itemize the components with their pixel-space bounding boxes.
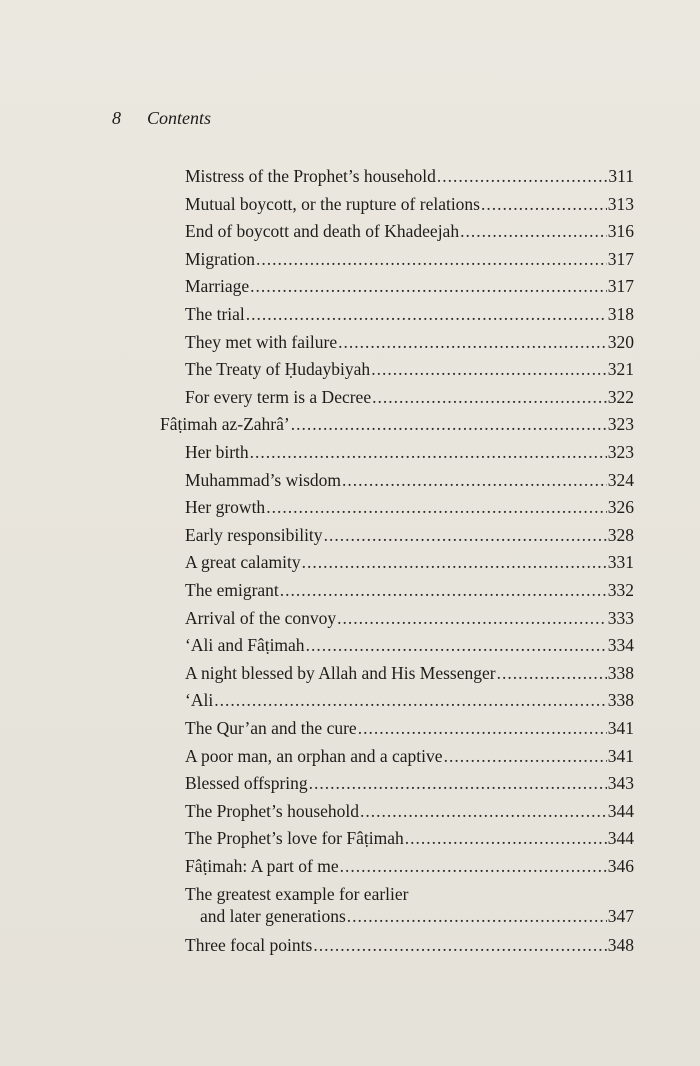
toc-entry-line	[185, 608, 634, 629]
toc-entry	[0, 304, 700, 332]
dot-leader	[497, 663, 607, 684]
toc-entry	[0, 442, 700, 470]
dot-leader	[309, 773, 607, 794]
toc-entry-page: 313	[607, 193, 634, 214]
toc-entry-line	[185, 690, 634, 711]
toc-entry-line	[185, 935, 634, 956]
dot-leader	[360, 801, 607, 822]
toc-entry-line	[185, 166, 634, 187]
toc-entry-page: 333	[607, 607, 634, 628]
toc-entry	[0, 580, 700, 608]
dot-leader	[444, 746, 607, 767]
toc-entry-page: 320	[607, 331, 634, 352]
dot-leader	[250, 442, 607, 463]
toc-entry-page: 321	[607, 359, 634, 380]
toc-entry-continuation-line	[200, 906, 634, 927]
dot-leader	[324, 525, 607, 546]
toc-entry-line	[185, 276, 634, 297]
toc-entry-line	[185, 249, 634, 270]
toc-entry-title: ‘Ali and Fâṭimah	[185, 635, 305, 656]
dot-leader	[306, 635, 607, 656]
toc-entry	[0, 856, 700, 884]
dot-leader	[280, 580, 607, 601]
running-header	[112, 108, 211, 129]
dot-leader	[214, 690, 607, 711]
toc-entry	[0, 166, 700, 194]
toc-entry	[0, 935, 700, 963]
toc-entry-page: 322	[607, 386, 634, 407]
toc-entry	[0, 690, 700, 718]
toc-entry	[0, 194, 700, 222]
toc-entry-page: 328	[607, 524, 634, 545]
dot-leader	[371, 359, 607, 380]
toc-entry-line	[185, 856, 634, 877]
toc-entry-page: 316	[607, 221, 634, 242]
toc-entry-title: The Prophet’s love for Fâṭimah	[185, 828, 404, 849]
toc-entry-page: 323	[607, 442, 634, 462]
toc-entry-line	[185, 221, 634, 242]
toc-entry	[0, 221, 700, 249]
toc-entry-page: 326	[607, 497, 634, 518]
toc-entry	[0, 801, 700, 829]
dot-leader	[342, 470, 607, 491]
dot-leader	[302, 552, 607, 573]
dot-leader	[347, 906, 607, 927]
toc-entry-title: Three focal points	[185, 935, 313, 956]
dot-leader	[313, 935, 606, 956]
toc-entry-title: Marriage	[185, 276, 250, 297]
toc-entry-title: The Treaty of Ḥudaybiyah	[185, 359, 371, 380]
dot-leader	[256, 249, 607, 270]
toc-entry-page: 332	[607, 580, 634, 600]
dot-leader	[405, 828, 607, 849]
toc-entry	[0, 718, 700, 746]
toc-entry-line	[185, 470, 634, 491]
dot-leader	[481, 194, 607, 215]
toc-entry-page: 347	[607, 905, 634, 926]
toc-entry-title: Migration	[185, 248, 255, 269]
toc-entry-title: Fâṭimah: A part of me	[185, 856, 339, 876]
toc-entry-title: A night blessed by Allah and His Messenger	[185, 662, 496, 683]
toc-entry-page: 324	[607, 469, 634, 490]
toc-entry-line	[185, 497, 634, 518]
dot-leader	[291, 414, 607, 435]
toc-entry	[0, 635, 700, 663]
toc-entry-title: Early responsibility	[185, 524, 323, 545]
toc-entry	[0, 359, 700, 387]
toc-entry	[0, 663, 700, 691]
dot-leader	[437, 166, 608, 187]
toc-entry-page: 344	[607, 828, 634, 849]
toc-entry	[0, 608, 700, 636]
dot-leader	[338, 332, 607, 353]
toc-entry-title: Mutual boycott, or the rupture of relations	[185, 193, 480, 214]
toc-entry-title: Her birth	[185, 442, 249, 462]
toc-entry-page: 348	[607, 935, 634, 956]
toc-entry	[0, 746, 700, 774]
toc-entry-page: 331	[607, 552, 634, 573]
toc-entry	[0, 414, 700, 442]
dot-leader	[250, 276, 607, 297]
toc-entry-title: The greatest example for earlier	[185, 883, 409, 904]
toc-entry-line	[185, 304, 634, 325]
toc-entry-page: 334	[607, 635, 634, 656]
page-number: 8	[112, 108, 121, 128]
toc-entry-line	[160, 414, 634, 435]
toc-entry-title: The Prophet’s household	[185, 800, 360, 821]
toc-entry-line	[185, 359, 634, 380]
toc-entry	[0, 828, 700, 856]
toc-entry-line	[185, 801, 634, 822]
toc-entry-page: 338	[607, 662, 634, 683]
toc-entry-line	[185, 387, 634, 408]
toc-entry-title: End of boycott and death of Khadeejah	[185, 221, 460, 242]
toc-entry-line	[185, 828, 634, 849]
toc-entry-page: 344	[607, 800, 634, 821]
toc-entry-line	[185, 746, 634, 767]
toc-entry-page: 343	[607, 773, 634, 794]
toc-entry-title: A great calamity	[185, 552, 301, 573]
toc-entry-line	[185, 718, 634, 739]
toc-entry-line	[185, 635, 634, 656]
running-head-label: Contents	[147, 108, 212, 128]
dot-leader	[460, 221, 607, 242]
toc-entry-page: 341	[607, 745, 634, 766]
toc-entry	[0, 497, 700, 525]
toc-entry	[0, 387, 700, 415]
dot-leader	[337, 608, 607, 629]
toc-entry-page: 318	[607, 304, 634, 324]
dot-leader	[246, 304, 607, 325]
toc-entry-line	[185, 663, 634, 684]
toc-entry-title: A poor man, an orphan and a captive	[185, 745, 443, 766]
toc-entry-title: Arrival of the convoy	[185, 607, 337, 628]
toc-entry-page: 338	[607, 690, 634, 711]
toc-entry-title: The trial	[185, 304, 245, 324]
toc-entry-line	[185, 332, 634, 353]
toc-entry-page: 323	[607, 414, 634, 435]
toc-entry-title: Mistress of the Prophet’s household	[185, 166, 436, 186]
toc-entry	[0, 883, 700, 926]
toc-entry-page: 341	[607, 718, 634, 738]
toc-entry	[0, 552, 700, 580]
toc-entry-title: The emigrant	[185, 580, 279, 600]
toc-entry-continuation: and later generations	[200, 905, 346, 926]
toc-entry	[0, 276, 700, 304]
toc-entry-title: Muhammad’s wisdom	[185, 469, 342, 490]
toc-entry-title: Blessed offspring	[185, 773, 308, 794]
toc-entry	[0, 525, 700, 553]
toc-entry-title: They met with failure	[185, 331, 338, 352]
toc-entry-page: 317	[607, 248, 634, 269]
toc-entry-title: The Qur’an and the cure	[185, 718, 357, 738]
toc-entry-line	[185, 525, 634, 546]
toc-entry-page: 311	[608, 166, 634, 186]
toc-entry-page: 317	[607, 276, 634, 297]
toc-entry-title: Her growth	[185, 497, 266, 518]
toc-entry-line	[185, 442, 634, 463]
dot-leader	[266, 497, 607, 518]
dot-leader	[340, 856, 607, 877]
toc-entry	[0, 332, 700, 360]
toc-entry	[0, 249, 700, 277]
toc-entry-title: For every term is a Decree	[185, 386, 372, 407]
toc-entry-title-line	[185, 884, 634, 905]
dot-leader	[372, 387, 607, 408]
toc-entry	[0, 773, 700, 801]
toc-entry-line	[185, 194, 634, 215]
toc-entry-line	[185, 552, 634, 573]
dot-leader	[358, 718, 607, 739]
toc-entry	[0, 470, 700, 498]
toc-entry-title: Fâṭimah az-Zahrâ’	[160, 414, 290, 435]
toc-entry-line	[185, 773, 634, 794]
toc-entry-title: ‘Ali	[185, 690, 214, 711]
toc-entry-line	[185, 580, 634, 601]
toc-entry-page: 346	[607, 856, 634, 876]
